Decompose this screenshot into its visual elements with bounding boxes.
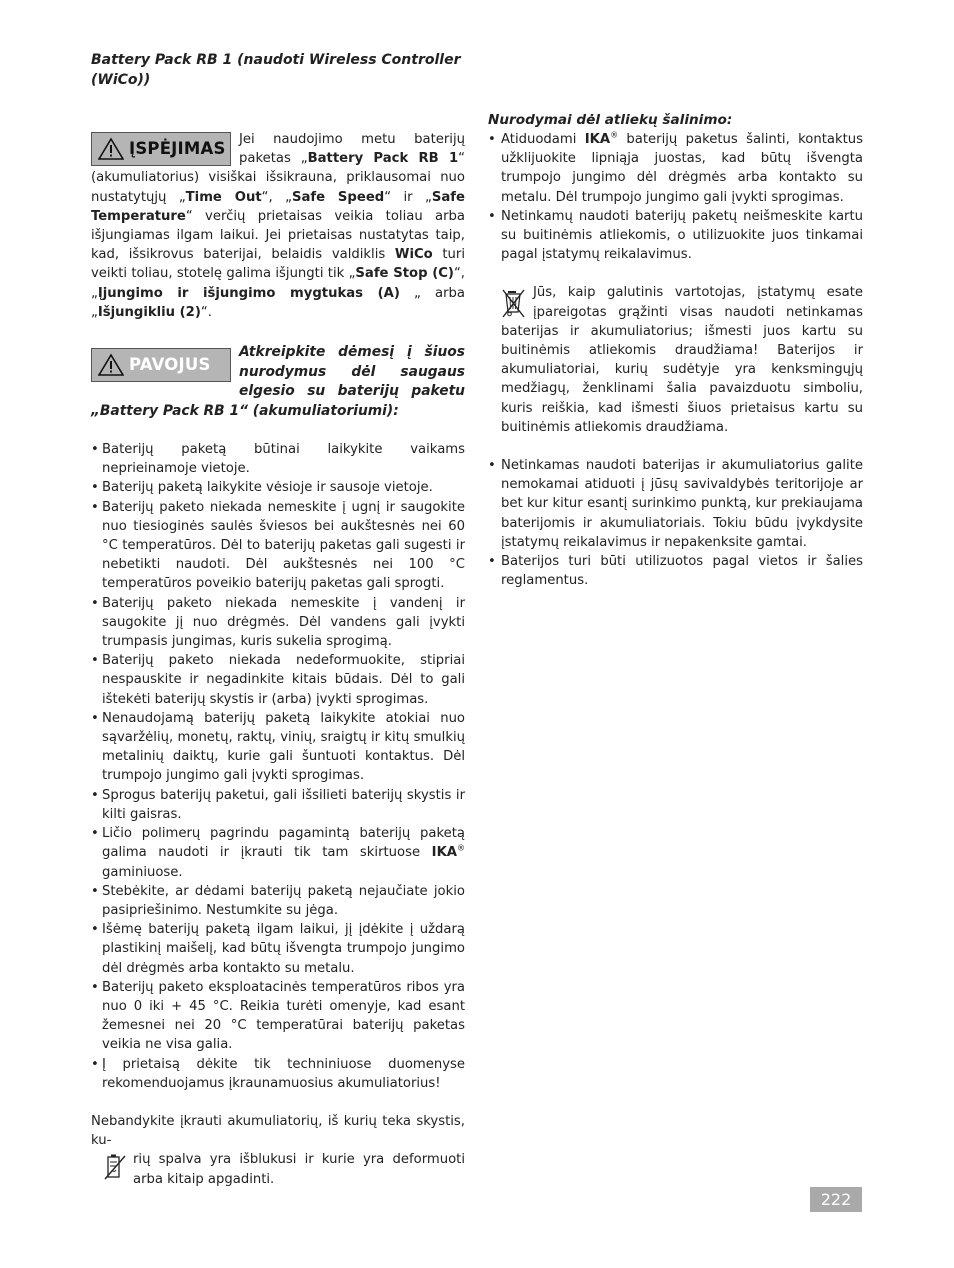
list-item: • Baterijų paketo niekada nedeformuokite, stipriai nespauskite ir negadinkite kitais būdais. Dėl to gali ištekėti baterijų skystis ir (arba) įvykti sprogimas.: [91, 651, 465, 709]
warning-block: [91, 130, 465, 322]
danger-block: [91, 343, 465, 421]
warning-badge: [91, 132, 231, 166]
charging-note-line1: Nebandykite įkrauti akumuliatorių, iš kurių teka skystis, ku-: [91, 1113, 465, 1149]
list-item: • Stebėkite, ar dėdami baterijų paketą nejaučiate jokio pasipriešinimo. Nestumkite su jėga.: [91, 882, 465, 920]
danger-badge: [91, 348, 231, 382]
weee-text: Jūs, kaip galutinis vartotojas, įstatymų esate įpareigotas grąžinti visas naudoti netinkamas baterijas ir akumuliatorius; išmesti juos kartu su buitinėmis atliekomis draudžiama! Baterijos ir akumuliatoriai, kurių sudėtyje yra kenksmingųjų medžiagų, ženklinami šalia pavaizduotu simboliu, kuris reiškia, kad išmesti šiuos prietaisus kartu su buitinėmis atliekomis draudžiama.: [501, 285, 863, 435]
list-item: • Baterijų paketo niekada nemeskite į ugnį ir saugokite nuo tiesioginės saulės šviesos bei aukštesnės nei 60 °C temperatūros. Dėl to baterijų paketas gali sugesti ir nebetikti naudoti. Dėl aukštesnės nei 100 °C temperatūros poveikio baterijų paketas gali sprogti.: [91, 498, 465, 594]
list-item: • Nenaudojamą baterijų paketą laikykite atokiai nuo sąvaržėlių, monetų, raktų, vinių, sraigtų ir kitų smulkių metalinių daiktų, kurie gali šuntuoti kontaktus. Dėl trumpojo jungimo gali įvykti sprogimas.: [91, 709, 465, 786]
crossed-bin-icon: [501, 287, 527, 319]
no-charge-damaged-battery-icon: [103, 1152, 127, 1182]
disposal-list-2: [488, 456, 863, 590]
list-item: • Netinkamų naudoti baterijų paketų neišmeskite kartu su buitinėmis atliekomis, o utilizuokite juos tinkamai pagal įstatymų reikalavimus.: [488, 207, 863, 265]
charging-note-rest: rių spalva yra išblukusi ir kurie yra deformuoti arba kitaip apgadinti.: [133, 1152, 465, 1187]
list-item: • Ličio polimerų pagrindu pagamintą baterijų paketą galima naudoti ir įkrauti tik tam skirtuose IKA® gaminiuose.: [91, 824, 465, 882]
list-item: • Baterijos turi būti utilizuotos pagal vietos ir šalies reglamentus.: [488, 552, 863, 590]
weee-notice: [488, 283, 863, 437]
safety-list: [91, 440, 465, 1093]
list-item: • Baterijų paketą laikykite vėsioje ir sausoje vietoje.: [91, 478, 465, 497]
disposal-heading: Nurodymai dėl atliekų šalinimo:: [488, 112, 733, 128]
page-number: 222: [810, 1187, 862, 1212]
charging-note: [91, 1112, 465, 1189]
section-heading: Battery Pack RB 1 (naudoti Wireless Controller (WiCo)): [91, 52, 461, 88]
list-item: • Baterijų paketo eksploatacinės temperatūros ribos yra nuo 0 iki + 45 °C. Reikia turėti omenyje, kad esant žemesnei nei 20 °C temperatūrai baterijų paketas veikia ne visa galia.: [91, 978, 465, 1055]
warning-text: Jei naudojimo metu baterijų paketas „Battery Pack RB 1“ (akumuliatorius) visiškai išsikrauna, priklausomai nuo nustatytųjų „Time Out“, „Safe Speed“ ir „Safe Temperature“ verčių prietaisas veikia toliau arba išjungiamas ilgam laikui. Jei prietaisas nustatytas taip, kad, išsikrovus baterijai, belaidis valdiklis WiCo turi veikti toliau, stotelę galima išjungti tik „Safe Stop (C)“, „Įjungimo ir išjungimo mygtukas (A) „ arba „Išjungikliu (2)“.: [91, 132, 466, 320]
warning-triangle-icon: [98, 137, 124, 161]
list-item: • Išėmę baterijų paketą ilgam laikui, jį įdėkite į uždarą plastikinį maišelį, kad būtų išvengta trumpojo jungimo dėl drėgmės arba kontakto su metalu.: [91, 920, 465, 978]
list-item: • Atiduodami IKA® baterijų paketus šalinti, kontaktus užklijuokite lipniąja juostas, kad būtų išvengta trumpojo jungimo dėl drėgmės arba kontakto su metalu. Dėl trumpojo jungimo gali įvykti sprogimas.: [488, 130, 863, 207]
warning-label: ĮSPĖJIMAS: [129, 139, 226, 159]
list-item: • Sprogus baterijų paketui, gali išsilieti baterijų skystis ir kilti gaisras.: [91, 786, 465, 824]
danger-text: Atkreipkite dėmesį į šiuos nurodymus dėl saugaus elgesio su baterijų paketu „Battery Pack RB 1“ (akumuliatoriumi):: [91, 344, 465, 419]
right-column: [488, 111, 863, 590]
list-item: • Netinkamas naudoti baterijas ir akumuliatorius galite nemokamai atiduoti į jūsų savivaldybės teritorijoje ar bet kur kitur esantį surinkimo punktą, kur prekiaujama baterijomis ir akumuliatoriais. Tokiu būdu įvykdysite įstatymų reikalavimus ir nepakenksite gamtai.: [488, 456, 863, 552]
list-item: • Baterijų paketo niekada nemeskite į vandenį ir saugokite jį nuo drėgmės. Dėl vandens gali įvykti trumpasis jungimas, kuris sukelia sprogimą.: [91, 594, 465, 652]
warning-triangle-icon: [98, 353, 124, 377]
left-column: [91, 50, 465, 1189]
disposal-list: [488, 130, 863, 264]
list-item: • Į prietaisą dėkite tik techniniuose duomenyse rekomenduojamus įkraunamuosius akumuliatorius!: [91, 1055, 465, 1093]
list-item: • Baterijų paketą būtinai laikykite vaikams neprieinamoje vietoje.: [91, 440, 465, 478]
danger-label: PAVOJUS: [129, 355, 211, 375]
